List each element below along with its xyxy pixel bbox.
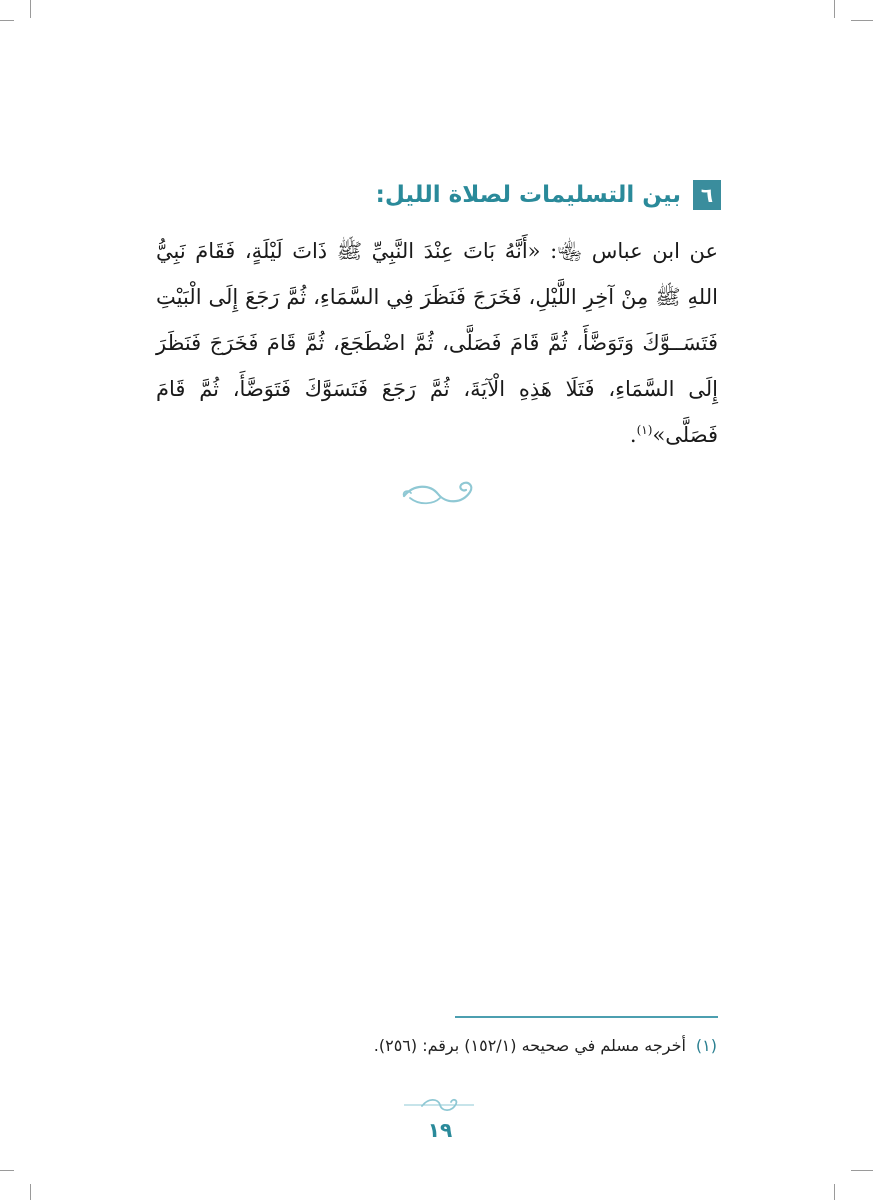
section-title: بين التسليمات لصلاة الليل:	[375, 182, 681, 208]
section-number-badge: ٦	[693, 180, 721, 210]
section-heading	[376, 180, 721, 210]
hadith-paragraph	[156, 228, 718, 458]
flourish-ornament-icon	[400, 476, 476, 512]
footnote-separator	[455, 1016, 718, 1018]
footnote-reference[interactable]: (١)	[636, 423, 653, 437]
crop-mark-bottom-right	[834, 1184, 835, 1200]
hadith-end: .	[629, 423, 637, 447]
page-number: ١٩	[427, 1118, 453, 1142]
crop-mark-right-bottom	[851, 1170, 873, 1171]
footnote-text: أخرجه مسلم في صحيحه (١٥٢/١) برقم: (٢٥٦).	[373, 1036, 686, 1055]
crop-mark-top-left	[30, 0, 31, 18]
hadith-text: عن ابن عباس ﵄: «أَنَّهُ بَاتَ عِنْدَ النَّبِيِّ ﷺ ذَاتَ لَيْلَةٍ، فَقَامَ نَبِيُّ اللهِ ﷺ مِنْ آخِرِ اللَّيْلِ، فَخَرَجَ فَنَظَرَ فِي السَّمَاءِ، ثُمَّ رَجَعَ إِلَى الْبَيْتِ فَتَسَــوَّكَ وَتَوَضَّأَ، ثُمَّ قَامَ فَصَلَّى، ثُمَّ اضْطَجَعَ، ثُمَّ قَامَ فَخَرَجَ فَنَظَرَ إِلَى السَّمَاءِ، فَتَلَا هَذِهِ الْآيَةَ، ثُمَّ رَجَعَ فَتَسَوَّكَ فَتَوَضَّأَ، ثُمَّ قَامَ فَصَلَّى»	[156, 239, 718, 447]
crop-mark-right-top	[851, 20, 873, 21]
crop-mark-bottom-left	[30, 1184, 31, 1200]
crop-mark-left-bottom	[0, 1170, 14, 1171]
footnote	[157, 1036, 717, 1055]
crop-mark-top-right	[834, 0, 835, 18]
crop-mark-left-top	[0, 20, 14, 21]
footnote-number: (١)	[695, 1036, 717, 1055]
page-number-ornament-icon	[404, 1094, 474, 1116]
